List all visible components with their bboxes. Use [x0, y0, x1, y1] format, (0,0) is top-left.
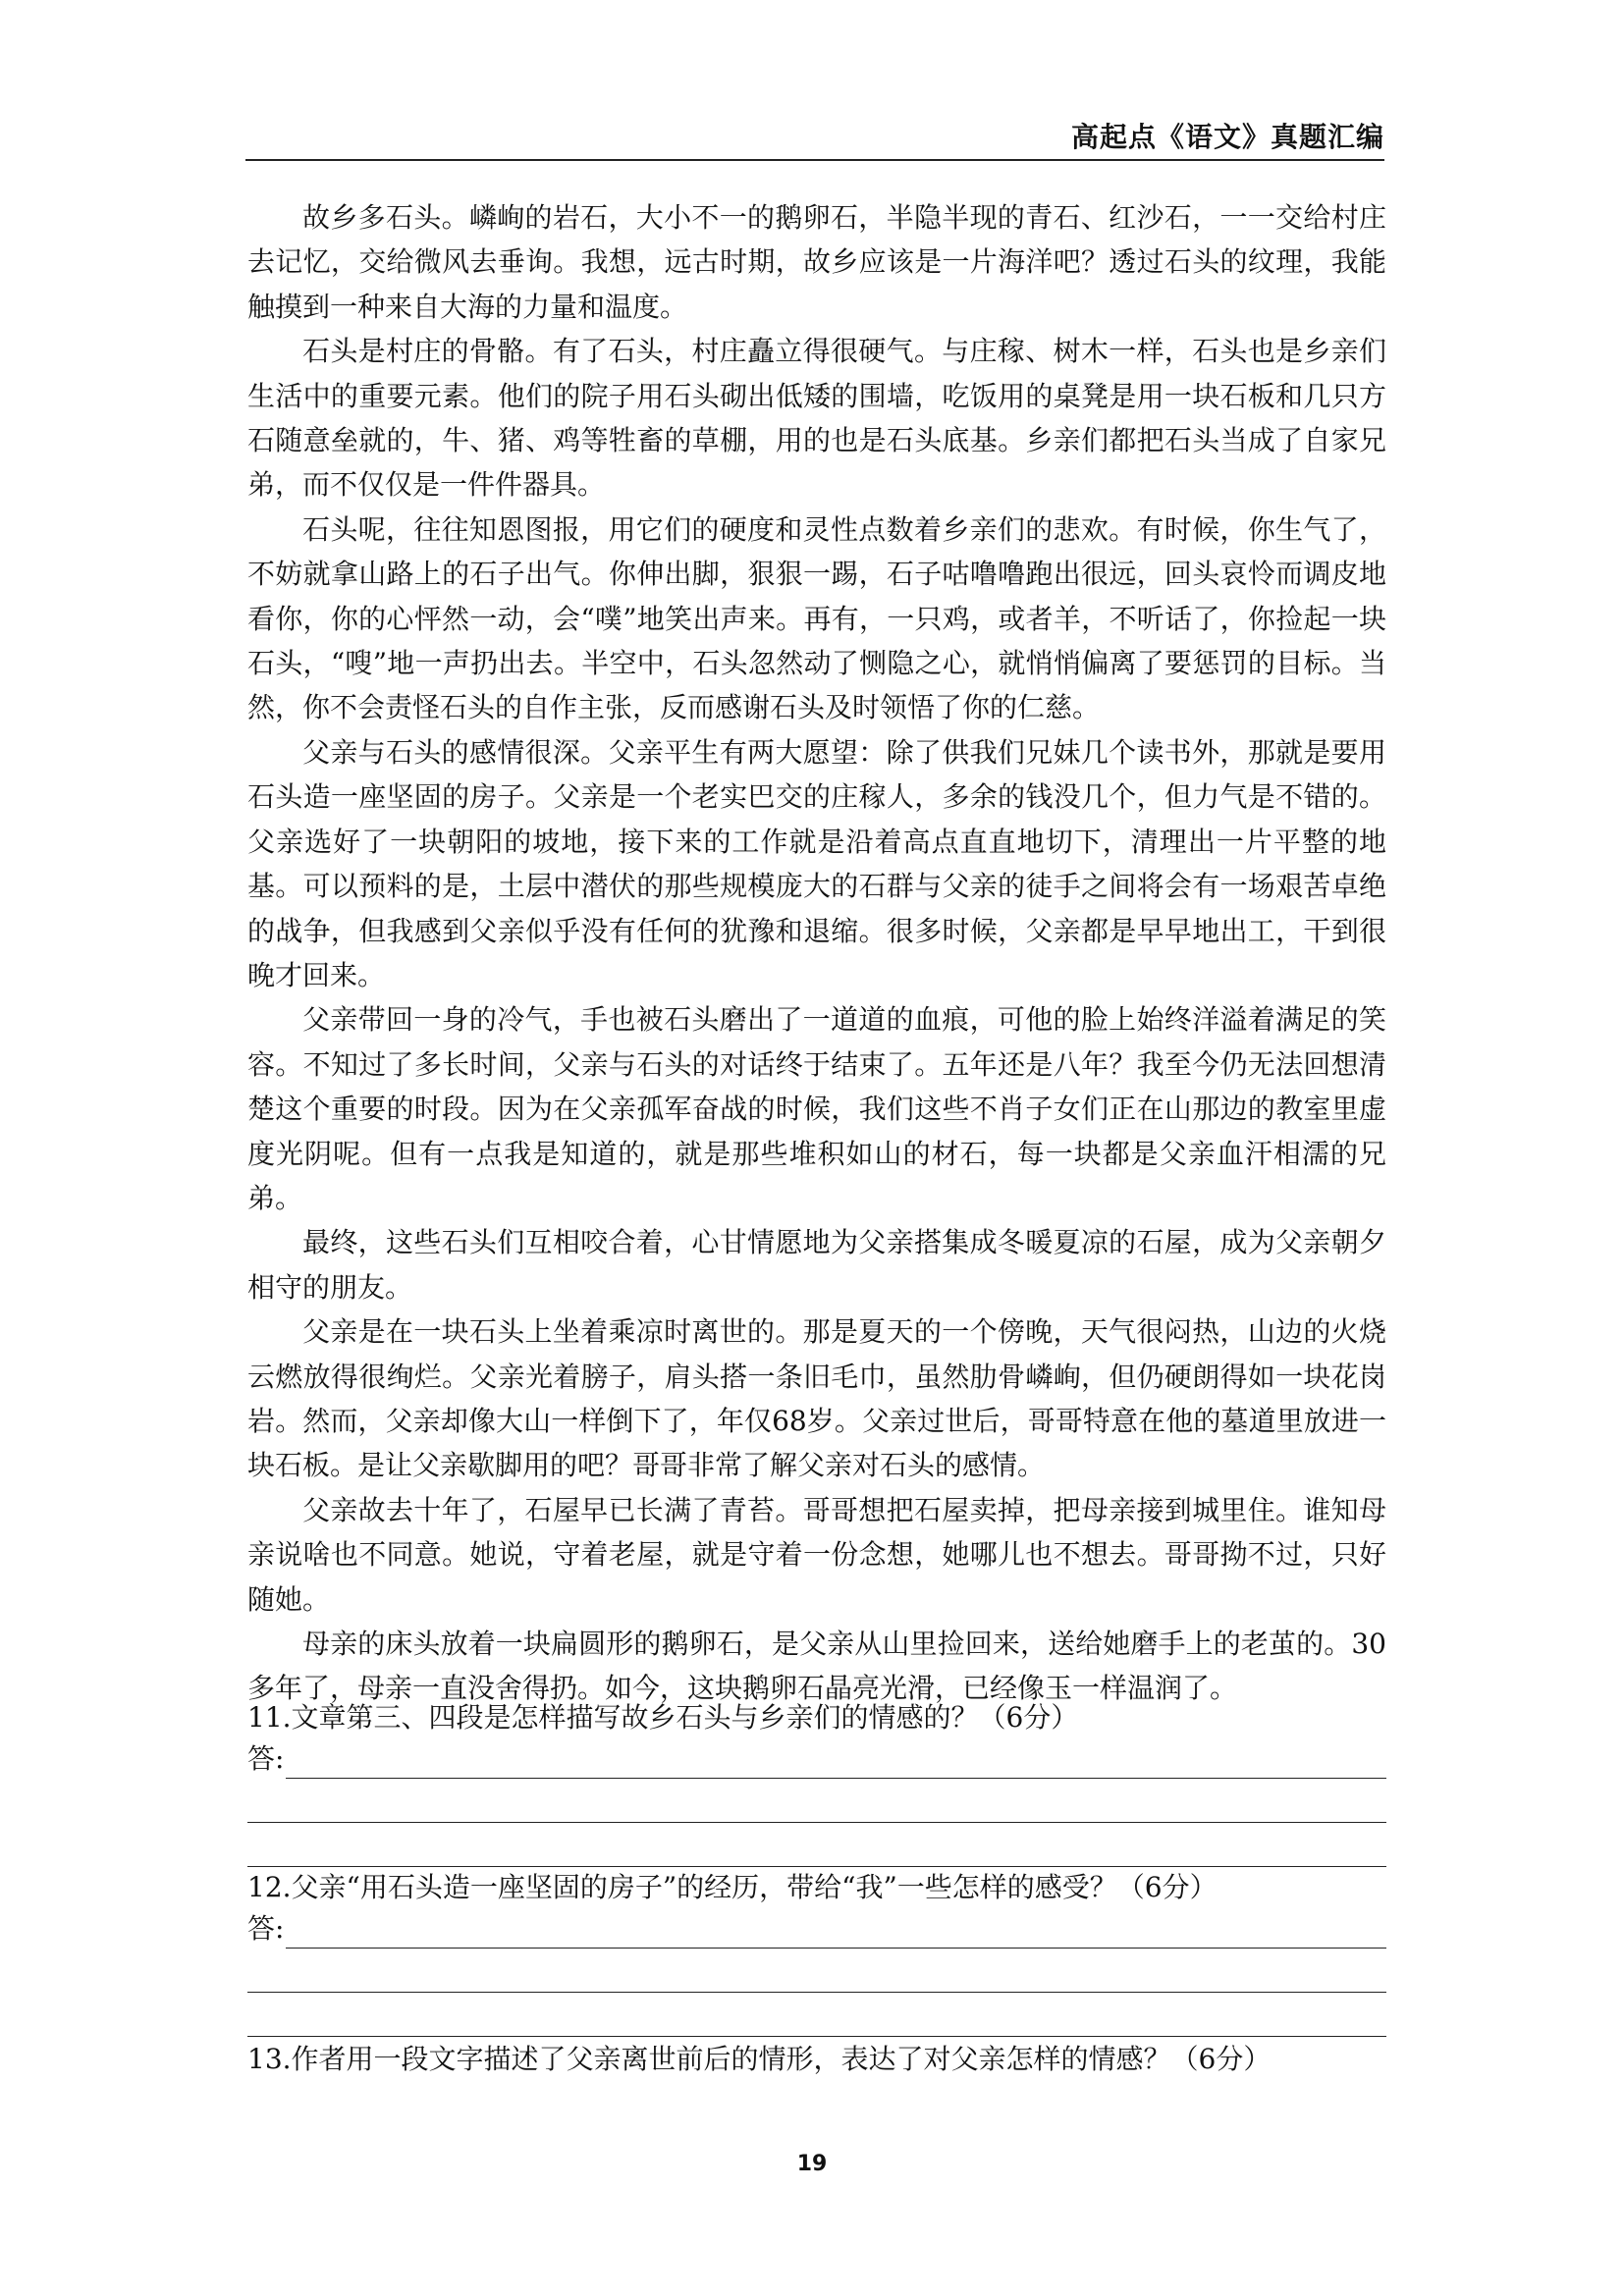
question-text: 12.父亲“用石头造一座坚固的房子”的经历，带给“我”一些怎样的感受？（6分）	[247, 1871, 1218, 1903]
question-13	[247, 2040, 1386, 2079]
paragraph: 母亲的床头放着一块扁圆形的鹅卵石，是父亲从山里捡回来，送给她磨手上的老茧的。30多年了，母亲一直没舍得扔。如今，这块鹅卵石晶亮光滑，已经像玉一样温润了。	[247, 1628, 1386, 1705]
answer-label: 答:	[247, 1742, 285, 1775]
question-text: 11.文章第三、四段是怎样描写故乡石头与乡亲们的情感的？（6分）	[247, 1701, 1079, 1734]
answer-line[interactable]	[247, 1949, 1386, 1993]
answer-line[interactable]	[286, 1744, 1386, 1779]
answer-label: 答:	[247, 1912, 285, 1945]
answer-line[interactable]	[247, 1779, 1386, 1823]
paragraph: 最终，这些石头们互相咬合着，心甘情愿地为父亲搭集成冬暖夏凉的石屋，成为父亲朝夕相守的朋友。	[247, 1226, 1386, 1304]
header-title: 高起点《语文》真题汇编	[1070, 121, 1384, 153]
answer-line[interactable]	[286, 1914, 1386, 1949]
question-11	[247, 1698, 1386, 1867]
page-header	[245, 116, 1384, 161]
paragraph: 石头是村庄的骨骼。有了石头，村庄矗立得很硬气。与庄稼、树木一样，石头也是乡亲们生活中的重要元素。他们的院子用石头砌出低矮的围墙，吃饭用的桌凳是用一块石板和几只方石随意垒就的，牛、猪、鸡等牲畜的草棚，用的也是石头底基。乡亲们都把石头当成了自家兄弟，而不仅仅是一件件器具。	[247, 335, 1386, 502]
paragraph: 父亲与石头的感情很深。父亲平生有两大愿望：除了供我们兄妹几个读书外，那就是要用石头造一座坚固的房子。父亲是一个老实巴交的庄稼人，多余的钱没几个，但力气是不错的。父亲选好了一块朝阳的坡地，接下来的工作就是沿着高点直直地切下，清理出一片平整的地基。可以预料的是，土层中潜伏的那些规模庞大的石群与父亲的徒手之间将会有一场艰苦卓绝的战争，但我感到父亲似乎没有任何的犹豫和退缩。很多时候，父亲都是早早地出工，干到很晚才回来。	[247, 735, 1386, 991]
answer-line[interactable]	[247, 1823, 1386, 1867]
paragraph: 故乡多石头。嶙峋的岩石，大小不一的鹅卵石，半隐半现的青石、红沙石，一一交给村庄去记忆，交给微风去垂询。我想，远古时期，故乡应该是一片海洋吧？透过石头的纹理，我能触摸到一种来自大海的力量和温度。	[247, 201, 1386, 323]
answer-row	[247, 1737, 1386, 1779]
question-12	[247, 1868, 1386, 2037]
paragraph: 父亲故去十年了，石屋早已长满了青苔。哥哥想把石屋卖掉，把母亲接到城里住。谁知母亲说啥也不同意。她说，守着老屋，就是守着一份念想，她哪儿也不想去。哥哥拗不过，只好随她。	[247, 1493, 1386, 1616]
article-body	[247, 195, 1386, 1711]
paragraph: 石头呢，往往知恩图报，用它们的硬度和灵性点数着乡亲们的悲欢。有时候，你生气了，不妨就拿山路上的石子出气。你伸出脚，狠狠一踢，石子咕噜噜跑出很远，回头哀怜而调皮地看你，你的心怦然一动，会“噗”地笑出声来。再有，一只鸡，或者羊，不听话了，你捡起一块石头，“嗖”地一声扔出去。半空中，石头忽然动了恻隐之心，就悄悄偏离了要惩罚的目标。当然，你不会责怪石头的自作主张，反而感谢石头及时领悟了你的仁慈。	[247, 512, 1386, 724]
page-number: 19	[796, 2152, 828, 2176]
answer-line[interactable]	[247, 1993, 1386, 2037]
paragraph: 父亲带回一身的冷气，手也被石头磨出了一道道的血痕，可他的脸上始终洋溢着满足的笑容。不知过了多长时间，父亲与石头的对话终于结束了。五年还是八年？我至今仍无法回想清楚这个重要的时段。因为在父亲孤军奋战的时候，我们这些不肖子女们正在山那边的教室里虚度光阴呢。但有一点我是知道的，就是那些堆积如山的材石，每一块都是父亲血汗相濡的兄弟。	[247, 1003, 1386, 1214]
answer-row	[247, 1907, 1386, 1949]
paragraph: 父亲是在一块石头上坐着乘凉时离世的。那是夏天的一个傍晚，天气很闷热，山边的火烧云燃放得很绚烂。父亲光着膀子，肩头搭一条旧毛巾，虽然肋骨嶙峋，但仍硬朗得如一块花岗岩。然而，父亲却像大山一样倒下了，年仅68岁。父亲过世后，哥哥特意在他的墓道里放进一块石板。是让父亲歇脚用的吧？哥哥非常了解父亲对石头的感情。	[247, 1315, 1386, 1482]
question-text: 13.作者用一段文字描述了父亲离世前后的情形，表达了对父亲怎样的情感？（6分）	[247, 2043, 1272, 2075]
